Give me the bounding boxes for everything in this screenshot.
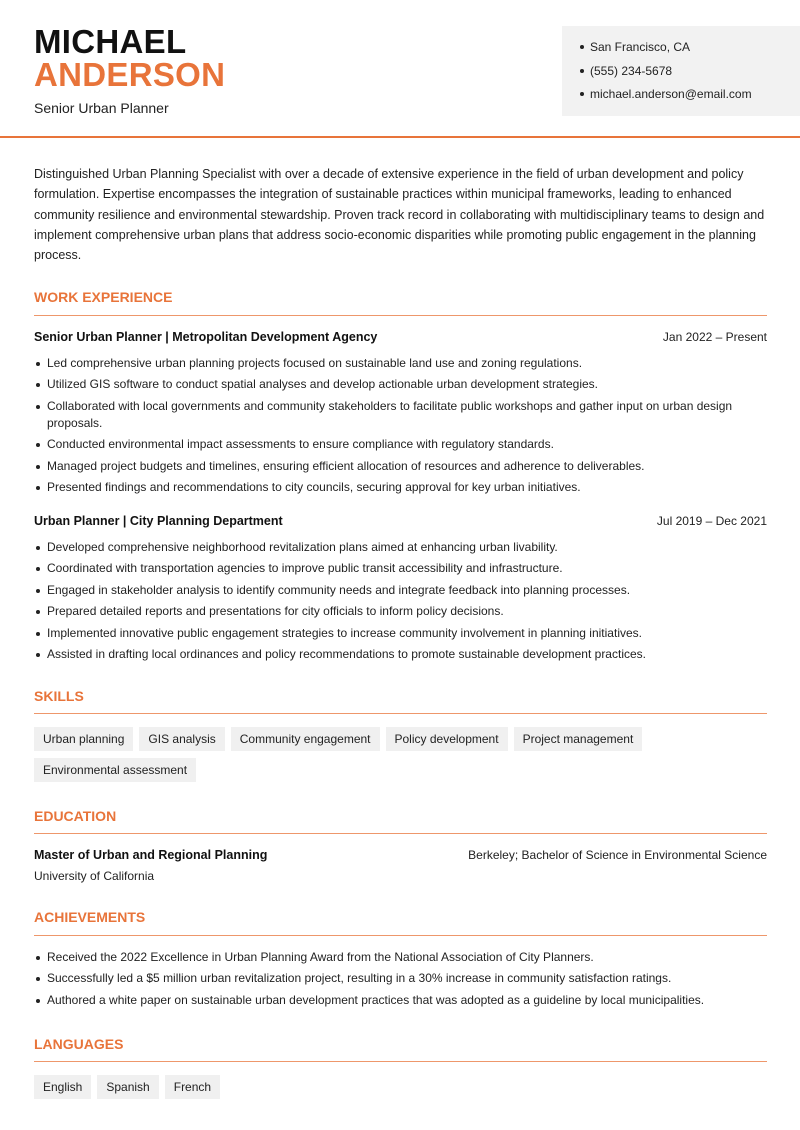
- skill-tag: Community engagement: [231, 727, 380, 751]
- section-divider: [34, 315, 767, 316]
- summary: Distinguished Urban Planning Specialist with over a decade of extensive experience in the field of urban development and policy formulation. Expertise encompasses the integration of sustainable practices within municipal frameworks, leading to enhanced community resilience and environmental stewardship. Proven track record in collaborating with multidisciplinary teams to design and implement comprehensive urban plans that address socio-economic disparities while promoting public engagement in the planning process.: [34, 167, 765, 263]
- education-school: University of California: [34, 869, 155, 883]
- list-item: Utilized GIS software to conduct spatial analyses and develop actionable urban development strategies.: [34, 376, 767, 393]
- section-title-achievements: ACHIEVEMENTS: [34, 909, 146, 925]
- job-date: Jan 2022 – Present: [662, 330, 767, 344]
- education-degree: Master of Urban and Regional Planning: [34, 848, 268, 862]
- list-item: Successfully led a $5 million urban revitalization project, resulting in a 30% increase in community satisfaction ratings.: [34, 970, 767, 987]
- contact-phone: (555) 234-5678: [580, 63, 800, 87]
- language-tag: Spanish: [97, 1075, 158, 1099]
- language-tag: English: [34, 1075, 91, 1099]
- list-item: Presented findings and recommendations to city councils, securing approval for key urban initiatives.: [34, 479, 767, 496]
- section-title-work: WORK EXPERIENCE: [34, 289, 173, 305]
- job-title: Senior Urban Planner: [34, 100, 169, 116]
- section-title-education: EDUCATION: [34, 808, 117, 824]
- list-item: Engaged in stakeholder analysis to identify community needs and integrate feedback into planning processes.: [34, 582, 767, 599]
- languages-list: [34, 1075, 774, 1106]
- list-item: Received the 2022 Excellence in Urban Planning Award from the National Association of City Planners.: [34, 949, 767, 966]
- contact-location: San Francisco, CA: [580, 39, 800, 63]
- first-name: MICHAEL: [34, 23, 187, 60]
- job-bullets: [34, 355, 767, 500]
- skill-tag: Urban planning: [34, 727, 133, 751]
- job-date: Jul 2019 – Dec 2021: [656, 514, 767, 528]
- skill-tag: GIS analysis: [139, 727, 224, 751]
- skill-tag: Environmental assessment: [34, 758, 196, 782]
- list-item: Implemented innovative public engagement strategies to increase community involvement in planning initiatives.: [34, 625, 767, 642]
- section-divider: [34, 1061, 767, 1062]
- section-divider: [34, 713, 767, 714]
- resume-header: [0, 0, 800, 138]
- education-detail: Berkeley; Bachelor of Science in Environmental Science: [468, 848, 767, 862]
- section-title-skills: SKILLS: [34, 688, 84, 704]
- section-title-languages: LANGUAGES: [34, 1036, 124, 1052]
- skills-list: [34, 727, 774, 789]
- contact-email: michael.anderson@email.com: [580, 86, 800, 110]
- list-item: Managed project budgets and timelines, ensuring efficient allocation of resources and adherence to deliverables.: [34, 458, 767, 475]
- section-divider: [34, 935, 767, 936]
- list-item: Conducted environmental impact assessments to ensure compliance with regulatory standards.: [34, 436, 767, 453]
- list-item: Prepared detailed reports and presentations for city officials to inform policy decisions.: [34, 603, 767, 620]
- list-item: Assisted in drafting local ordinances and policy recommendations to promote sustainable development practices.: [34, 646, 767, 663]
- list-item: Developed comprehensive neighborhood revitalization plans aimed at enhancing urban livability.: [34, 539, 767, 556]
- list-item: Led comprehensive urban planning projects focused on sustainable land use and zoning regulations.: [34, 355, 767, 372]
- last-name: ANDERSON: [34, 56, 226, 93]
- skill-tag: Policy development: [386, 727, 508, 751]
- contact-box: [562, 26, 800, 116]
- skill-tag: Project management: [514, 727, 643, 751]
- list-item: Coordinated with transportation agencies to improve public transit accessibility and infrastructure.: [34, 560, 767, 577]
- job-header: [34, 514, 767, 532]
- achievements-list: [34, 949, 767, 1013]
- section-divider: [34, 833, 767, 834]
- job-position: Senior Urban Planner | Metropolitan Development Agency: [34, 330, 378, 344]
- list-item: Collaborated with local governments and community stakeholders to facilitate public workshops and gather input on urban design proposals.: [34, 398, 767, 432]
- list-item: Authored a white paper on sustainable urban development practices that was adopted as a guideline by local municipalities.: [34, 992, 767, 1009]
- language-tag: French: [165, 1075, 220, 1099]
- job-position: Urban Planner | City Planning Department: [34, 514, 283, 528]
- job-bullets: [34, 539, 767, 667]
- job-header: [34, 330, 767, 348]
